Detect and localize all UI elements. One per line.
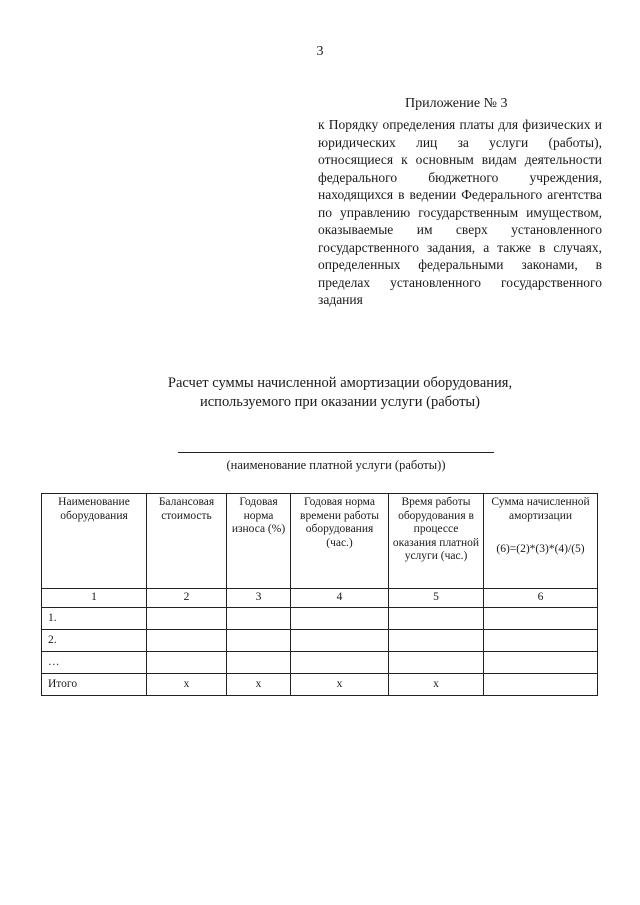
table-cell	[389, 630, 484, 652]
service-name-blank-line	[178, 452, 494, 453]
table-total-row	[42, 674, 598, 696]
calculation-title-line-1: Расчет суммы начисленной амортизации оборудования,	[167, 375, 513, 391]
column-number-row	[42, 589, 598, 608]
calculation-title	[0, 374, 640, 412]
table-cell	[484, 674, 598, 696]
depreciation-formula: (6)=(2)*(3)*(4)/(5)	[496, 543, 585, 555]
table-cell	[389, 652, 484, 674]
table-cell	[291, 608, 389, 630]
table-cell	[147, 652, 227, 674]
calculation-title-line-2: используемого при оказании услуги (работы)	[199, 394, 480, 410]
table-cell	[227, 630, 291, 652]
depreciation-table	[41, 493, 598, 696]
table-cell: 2.	[42, 630, 147, 652]
table-cell	[227, 652, 291, 674]
table-cell: х	[291, 674, 389, 696]
table-cell: х	[227, 674, 291, 696]
table-cell: Итого	[42, 674, 147, 696]
column-number: 1	[42, 589, 147, 608]
table-cell	[147, 630, 227, 652]
table-cell: …	[42, 652, 147, 674]
table-cell	[227, 608, 291, 630]
appendix-title: Приложение № 3	[405, 96, 508, 111]
table-cell: 1.	[42, 608, 147, 630]
column-number: 2	[147, 589, 227, 608]
service-name-caption: (наименование платной услуги (работы))	[226, 458, 446, 472]
table-cell	[291, 630, 389, 652]
table-cell	[389, 608, 484, 630]
appendix-body: к Порядку определения платы для физических и юридических лиц за услуги (работы), относящиеся к основным видам деятельности федерального бюджетного учреждения, находящихся в ведении Федерального агентства по управлению государственным имуществом, оказываемые им сверх установленного государственного задания, а также в случаях, определенных федеральными законами, в пределах установленного государственного задания	[318, 117, 602, 307]
table-row	[42, 608, 598, 630]
header-balance-cost: Балансовая стоимость	[147, 494, 227, 589]
header-depreciation-sum	[484, 494, 598, 589]
header-annual-operating-time: Годовая норма времени работы оборудования (час.)	[291, 494, 389, 589]
header-service-operating-time: Время работы оборудования в процессе оказания платной услуги (час.)	[389, 494, 484, 589]
header-equipment-name: Наименование оборудования	[42, 494, 147, 589]
table-cell	[484, 608, 598, 630]
table-row	[42, 630, 598, 652]
table-header-row	[42, 494, 598, 589]
page-number: 3	[316, 44, 324, 59]
header-depreciation-sum-label: Сумма начисленной амортизации	[491, 496, 590, 522]
table-cell	[291, 652, 389, 674]
table-cell	[147, 608, 227, 630]
table-cell: х	[147, 674, 227, 696]
table-cell	[484, 630, 598, 652]
column-number: 5	[389, 589, 484, 608]
column-number: 6	[484, 589, 598, 608]
column-number: 4	[291, 589, 389, 608]
column-number: 3	[227, 589, 291, 608]
table-row	[42, 652, 598, 674]
table-cell	[484, 652, 598, 674]
header-annual-wear-rate: Годовая норма износа (%)	[227, 494, 291, 589]
table-cell: х	[389, 674, 484, 696]
